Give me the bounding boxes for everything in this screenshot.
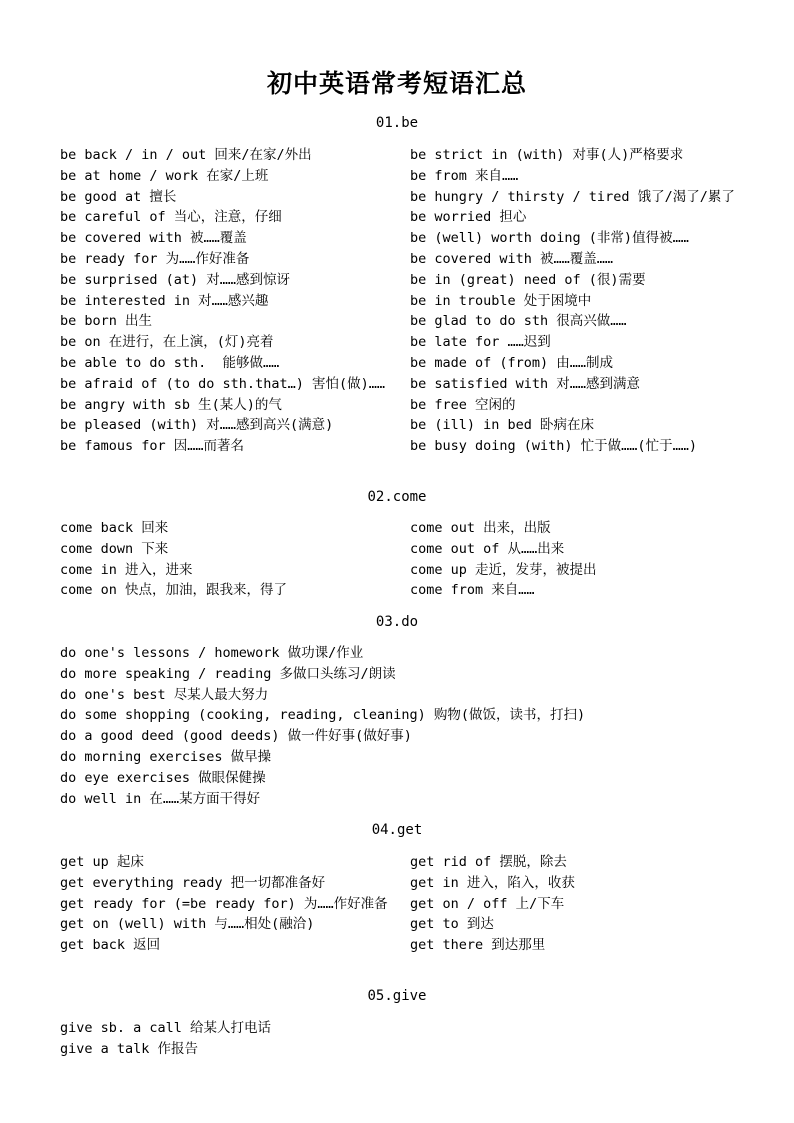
phrase-line: be glad to do sth 很高兴做…… <box>410 313 627 330</box>
phrase-line: do well in 在……某方面干得好 <box>60 790 261 807</box>
phrase-line: be made of (from) 由……制成 <box>410 354 614 371</box>
phrase-line: get everything ready 把一切都准备好 <box>60 874 326 891</box>
phrase-line: be careful of 当心，注意，仔细 <box>60 209 282 226</box>
phrase-line: do more speaking / reading 多做口头练习/朗读 <box>60 665 396 682</box>
phrase-line: be ready for 为……作好准备 <box>60 250 250 267</box>
section-get-right-column <box>410 852 746 956</box>
phrase-line: be able to do sth. 能够做…… <box>60 354 280 371</box>
phrase-line: be in trouble 处于困境中 <box>410 292 592 309</box>
section-come-right-column <box>410 518 746 601</box>
phrase-line: be hungry / thirsty / tired 饿了/渴了/累了 <box>410 188 735 205</box>
phrase-line: give sb. a call 给某人打电话 <box>60 1020 272 1036</box>
phrase-line: be covered with 被……覆盖 <box>60 230 247 247</box>
phrase-line: get rid of 摆脱，除去 <box>410 854 567 870</box>
section-come-left-column <box>60 518 396 601</box>
phrase-line: get ready for (=be ready for) 为……作好准备 <box>60 895 388 912</box>
phrase-line: be free 空闲的 <box>410 396 516 413</box>
phrase-line: get on / off 上/下车 <box>410 895 565 912</box>
phrase-line: get back 返回 <box>60 937 161 954</box>
phrase-line: get there 到达那里 <box>410 937 546 954</box>
section-be-left-column <box>60 145 396 457</box>
section-give-column <box>60 1018 740 1060</box>
section-heading-give: 05.give <box>367 988 427 1004</box>
phrase-line: be good at 擅长 <box>60 188 177 205</box>
phrase-line: be worried 担心 <box>410 209 527 226</box>
phrase-line: come on 快点，加油，跟我来，得了 <box>60 582 288 599</box>
phrase-line: come back 回来 <box>60 520 169 536</box>
phrase-line: come out of 从……出来 <box>410 540 565 557</box>
phrase-line: give a talk 作报告 <box>60 1040 199 1057</box>
phrase-line: be in (great) need of (很)需要 <box>410 271 646 288</box>
phrase-line: be angry with sb 生(某人)的气 <box>60 396 282 413</box>
phrase-line: come up 走近，发芽，被提出 <box>410 561 597 578</box>
phrase-line: get on (well) with 与……相处(融洽) <box>60 916 315 933</box>
section-heading-be: 01.be <box>375 115 419 131</box>
document-title: 初中英语常考短语汇总 <box>266 69 527 98</box>
phrase-line: do morning exercises 做早操 <box>60 748 272 765</box>
phrase-line: be on 在进行，在上演，(灯)亮着 <box>60 334 274 351</box>
phrase-line: be late for ……迟到 <box>410 334 551 351</box>
phrase-line: do eye exercises 做眼保健操 <box>60 769 266 786</box>
phrase-line: come from 来自…… <box>410 582 535 599</box>
phrase-line: be from 来自…… <box>410 167 519 184</box>
phrase-line: be famous for 因……而著名 <box>60 438 245 455</box>
phrase-line: get in 进入，陷入，收获 <box>410 874 575 891</box>
phrase-line: get to 到达 <box>410 916 494 933</box>
phrase-line: be at home / work 在家/上班 <box>60 167 269 184</box>
phrase-line: be covered with 被……覆盖…… <box>410 250 614 267</box>
phrase-line: do a good deed (good deeds) 做一件好事(做好事) <box>60 728 412 745</box>
phrase-line: do some shopping (cooking, reading, cleaning) 购物(做饭，读书，打扫) <box>60 707 586 724</box>
phrase-line: come out 出来，出版 <box>410 520 551 536</box>
phrase-line: be back / in / out 回来/在家/外出 <box>60 147 312 163</box>
phrase-line: do one's best 尽某人最大努力 <box>60 686 269 703</box>
phrase-line: come in 进入，进来 <box>60 561 193 578</box>
phrase-line: be afraid of (to do sth.that…) 害怕(做)…… <box>60 375 385 392</box>
phrase-line: be strict in (with) 对事(人)严格要求 <box>410 147 684 163</box>
section-heading-get: 04.get <box>371 822 423 838</box>
phrase-line: be (ill) in bed 卧病在床 <box>410 417 595 434</box>
phrase-line: be satisfied with 对……感到满意 <box>410 375 641 392</box>
section-be-right-column <box>410 145 746 457</box>
section-get-left-column <box>60 852 396 956</box>
phrase-line: do one's lessons / homework 做功课/作业 <box>60 645 364 661</box>
phrase-line: be (well) worth doing (非常)值得被…… <box>410 230 689 247</box>
phrase-line: be busy doing (with) 忙于做……(忙于……) <box>410 438 697 455</box>
section-heading-come: 02.come <box>367 489 427 505</box>
phrase-line: get up 起床 <box>60 854 144 870</box>
phrase-line: be born 出生 <box>60 313 153 330</box>
phrase-line: be pleased (with) 对……感到高兴(满意) <box>60 417 334 434</box>
section-heading-do: 03.do <box>375 614 419 630</box>
section-do-column <box>60 643 740 809</box>
phrase-line: come down 下来 <box>60 540 169 557</box>
phrase-line: be surprised (at) 对……感到惊讶 <box>60 271 291 288</box>
phrase-line: be interested in 对……感兴趣 <box>60 292 269 309</box>
